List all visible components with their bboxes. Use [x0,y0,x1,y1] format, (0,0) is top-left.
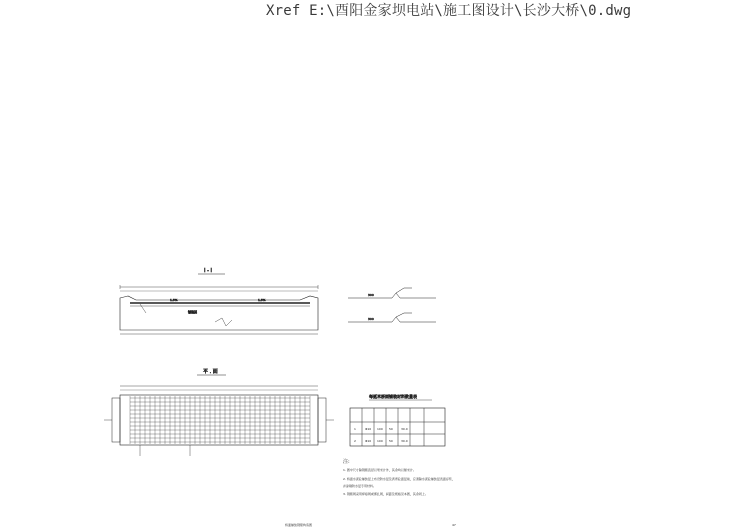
drawing-footer: 桥面铺装钢筋构造图 [285,523,313,527]
section-title: I - I [204,268,212,274]
note-4: 3. 钢筋网采用焊接网或绑扎网，间距及规格见本图，其余同上。 [343,492,428,496]
table-cell: 100 [377,439,383,443]
svg-text:300: 300 [368,317,374,321]
svg-text:铺装层: 铺装层 [188,310,198,314]
note-1: 1. 图中尺寸除钢筋直径以毫米计外，其余均以厘米计。 [343,468,416,472]
table-cell: 100 [377,427,383,431]
table-cell: 50 [389,427,393,431]
rebar-details [348,288,436,322]
rebar-mesh [130,396,310,444]
xref-path-label: Xref E:\酉阳金家坝电站\施工图设计\长沙大桥\0.dwg [266,3,632,19]
plan-view [104,368,334,456]
table-cell: 1 [354,427,356,431]
svg-text:1.5%: 1.5% [258,298,266,302]
note-2: 2. 桥面水泥砼铺装层上布设防水层及沥青砼面层前，应清除水泥砼铺装层表面浮浆， [343,477,455,481]
table-cell: 50 [389,439,393,443]
table-title: 每延米桥面铺装材料数量表 [369,394,417,399]
material-table [350,393,445,446]
notes-heading: 注: [343,459,350,465]
table-cell: 30.0 [401,439,408,443]
sheet-number: 47 [452,523,456,527]
table-cell: 30.0 [401,427,408,431]
table-cell: Φ10 [365,427,372,431]
plan-title: 平 . 面 [203,369,218,375]
note-3: 并涂刷防水层专用材料。 [343,484,377,488]
svg-text:300: 300 [368,293,374,297]
table-cell: Φ10 [365,439,372,443]
svg-text:1.5%: 1.5% [170,298,178,302]
table-cell: 2 [354,439,356,443]
section-view [120,268,318,334]
